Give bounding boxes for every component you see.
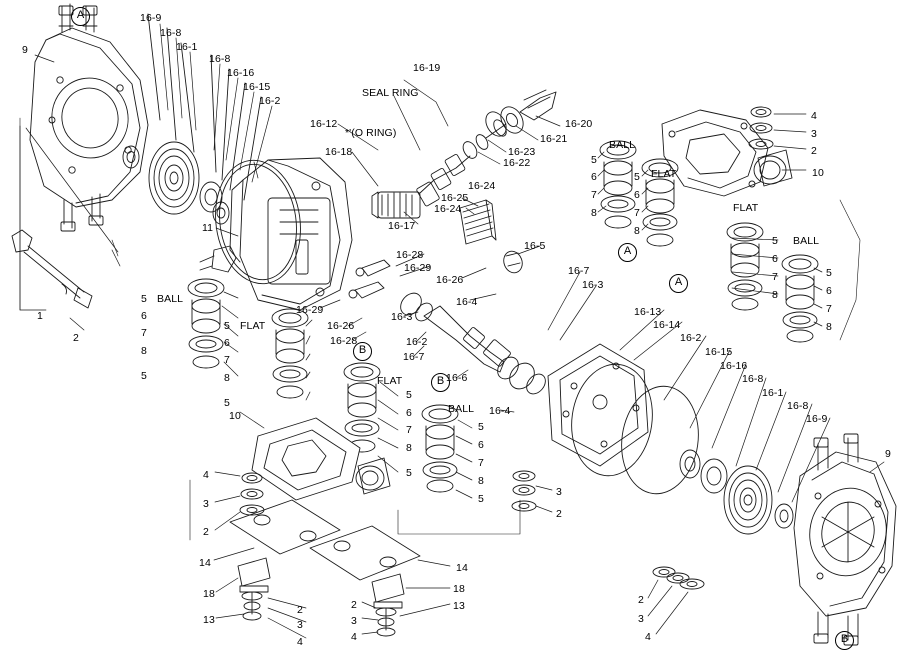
stack-number: 5 (591, 154, 597, 166)
stack-number: 8 (224, 372, 230, 384)
section-balloon-b: B (431, 373, 450, 392)
callout-label: SEAL RING (362, 87, 419, 99)
callout-label: 16-26 (436, 274, 464, 286)
bottom-right-hardware (653, 567, 704, 589)
stack-number: 5 (224, 320, 230, 332)
stack-number: 5 (141, 293, 147, 305)
section-balloon-a: A (618, 243, 637, 262)
callout-label: 4 (351, 631, 357, 643)
stack-number: 5 (406, 389, 412, 401)
callout-label: 13 (453, 600, 465, 612)
stack-number: 7 (772, 271, 778, 283)
section-balloon-a: A (71, 7, 90, 26)
stack-number: 7 (591, 189, 597, 201)
center-body-left (200, 155, 352, 310)
callout-label: *'(O RING) (345, 127, 397, 139)
callout-label: 18 (453, 583, 465, 595)
stack-number: 5 (478, 421, 484, 433)
stack-number: 7 (634, 207, 640, 219)
callout-label: BALL (157, 293, 184, 305)
callout-label: 16-3 (582, 279, 604, 291)
stack-number: 7 (406, 424, 412, 436)
callout-label: 16-9 (806, 413, 828, 425)
stack-number: 5 (478, 493, 484, 505)
callout-label: 16-2 (259, 95, 281, 107)
callout-label: 16-16 (720, 360, 748, 372)
callout-label: 16-5 (524, 240, 546, 252)
callout-label: 14 (199, 557, 211, 569)
stack-number: 6 (141, 310, 147, 322)
center-bottom-hardware (512, 471, 536, 511)
callout-label: 2 (203, 526, 209, 538)
ball-seat-stack-m2 (422, 405, 458, 492)
callout-label: 16-29 (296, 304, 324, 316)
callout-label: 13 (203, 614, 215, 626)
callout-label: FLAT (651, 168, 677, 180)
callout-label: 2 (556, 508, 562, 520)
stack-number: 7 (478, 457, 484, 469)
stack-number: 6 (634, 189, 640, 201)
callout-label: 16-13 (634, 306, 662, 318)
ball-seat-stack-r1 (600, 141, 636, 228)
ball-seat-stack-r3 (727, 223, 763, 310)
callout-label: 16-24 (434, 203, 462, 215)
callout-label: 16-2 (406, 336, 428, 348)
callout-label: 16-15 (243, 81, 271, 93)
stack-number: 8 (591, 207, 597, 219)
callout-label: 16-18 (325, 146, 353, 158)
ball-seat-stack-l2 (272, 309, 308, 398)
stack-number: 6 (224, 337, 230, 349)
callout-label: 2 (351, 599, 357, 611)
callout-label: FLAT (240, 320, 266, 332)
callout-label: 16-3 (391, 311, 413, 323)
callout-label: 2 (638, 594, 644, 606)
callout-label: 9 (885, 448, 891, 460)
stack-number: 7 (826, 303, 832, 315)
stack-number: 6 (772, 253, 778, 265)
right-pump-housing (794, 434, 896, 645)
stack-number: 8 (141, 345, 147, 357)
callout-label: 3 (811, 128, 817, 140)
left-base-assembly (230, 418, 420, 636)
callout-label: 16-1 (176, 41, 198, 53)
callout-label: 16-17 (388, 220, 416, 232)
callout-label: 16-28 (396, 249, 424, 261)
right-manifold-top (662, 110, 792, 196)
callout-label: 16-26 (327, 320, 355, 332)
callout-label: 16-19 (413, 62, 441, 74)
callout-label: 1 (37, 310, 43, 322)
stack-number: 8 (772, 289, 778, 301)
stack-number: 6 (478, 439, 484, 451)
callout-label: 16-21 (540, 133, 568, 145)
callout-label: 16-6 (446, 372, 468, 384)
callout-label: 16-25 (441, 192, 469, 204)
callout-label: 16-8 (742, 373, 764, 385)
callout-label: 14 (456, 562, 468, 574)
section-balloon-b: B (835, 631, 854, 650)
stack-number: 8 (406, 442, 412, 454)
callout-label: BALL (609, 139, 636, 151)
stack-number: 5 (634, 171, 640, 183)
callout-label: 16-7 (568, 265, 590, 277)
stack-number: 6 (591, 171, 597, 183)
stack-number: 8 (478, 475, 484, 487)
stack-number: 5 (772, 235, 778, 247)
callout-label: BALL (448, 403, 475, 415)
stack-number: 5 (826, 267, 832, 279)
callout-label: 16-16 (227, 67, 255, 79)
ball-seat-stack-r4 (782, 255, 818, 342)
callout-label: 16-14 (653, 319, 681, 331)
callout-label: 9 (22, 44, 28, 56)
callout-label: 18 (203, 588, 215, 600)
callout-label: 2 (297, 604, 303, 616)
callout-label: 16-29 (404, 262, 432, 274)
callout-label: 4 (297, 636, 303, 648)
callout-label: 10 (812, 167, 824, 179)
stack-number: 7 (141, 327, 147, 339)
ball-seat-stack-l1 (188, 279, 224, 368)
callout-label: 16-23 (508, 146, 536, 158)
callout-label: 4 (811, 110, 817, 122)
callout-label: 16-1 (762, 387, 784, 399)
left-pump-housing (30, 4, 148, 231)
callout-label: 3 (203, 498, 209, 510)
callout-label: 16-4 (456, 296, 478, 308)
callout-label: 2 (811, 145, 817, 157)
callout-label: 3 (351, 615, 357, 627)
callout-label: 16-15 (705, 346, 733, 358)
callout-label: 3 (297, 619, 303, 631)
callout-label: 16-20 (565, 118, 593, 130)
callout-label: 16-7 (403, 351, 425, 363)
callout-label: 4 (203, 469, 209, 481)
callout-label: 3 (556, 486, 562, 498)
callout-label: 16-8 (160, 27, 182, 39)
callout-label: 16-9 (140, 12, 162, 24)
callout-label: 16-28 (330, 335, 358, 347)
callout-label: 16-4 (489, 405, 511, 417)
stack-number: 6 (826, 285, 832, 297)
callout-label: 16-8 (787, 400, 809, 412)
stack-number: 6 (406, 407, 412, 419)
stack-number: 8 (826, 321, 832, 333)
callout-label: 10 (229, 410, 241, 422)
stack-number: 5 (141, 370, 147, 382)
callout-label: FLAT (733, 202, 759, 214)
stack-number: 7 (224, 354, 230, 366)
ball-seat-stack-m1 (344, 363, 380, 452)
callout-label: 3 (638, 613, 644, 625)
callout-label: FLAT (377, 375, 403, 387)
section-balloon-a: A (669, 274, 688, 293)
stack-number: 5 (224, 397, 230, 409)
callout-label: 4 (645, 631, 651, 643)
stack-number: 5 (406, 467, 412, 479)
callout-label: 16-22 (503, 157, 531, 169)
left-hardware-stack (240, 473, 264, 515)
callout-label: 2 (73, 332, 79, 344)
callout-label: 16-24 (468, 180, 496, 192)
stack-number: 8 (634, 225, 640, 237)
callout-label: 16-12 (310, 118, 338, 130)
callout-label: 11 (202, 222, 214, 234)
long-bolt-left (12, 230, 92, 308)
callout-label: 16-2 (680, 332, 702, 344)
section-balloon-b: B (353, 342, 372, 361)
callout-label: 16-8 (209, 53, 231, 65)
callout-label: BALL (793, 235, 820, 247)
